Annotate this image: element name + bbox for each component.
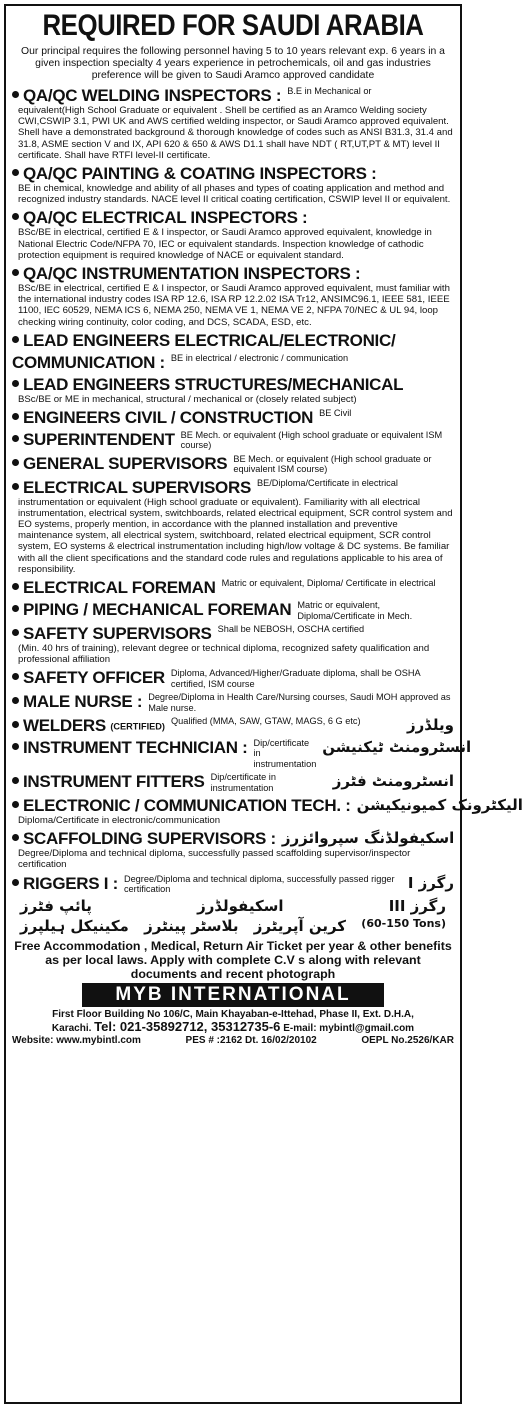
job-header-row bbox=[12, 353, 454, 372]
job-requirement-inline: Degree/Diploma and technical diploma, successfully passed rigger certification bbox=[123, 873, 395, 894]
bullet-icon bbox=[12, 169, 19, 176]
bullet-icon bbox=[12, 801, 19, 808]
bullet-icon bbox=[12, 413, 19, 420]
job-title-urdu: اسکیفولڈنگ سپروائزرز bbox=[281, 829, 455, 848]
urdu-job-title: اسکیفولڈرز bbox=[197, 897, 284, 916]
job-header-row bbox=[12, 375, 454, 394]
job-header-row bbox=[12, 668, 454, 689]
job-title-text: SAFETY OFFICER bbox=[23, 668, 165, 688]
job-title bbox=[12, 772, 205, 791]
job-listing bbox=[12, 375, 454, 405]
job-title-urdu: انسٹرومنٹ ٹیکنیشن bbox=[322, 737, 472, 756]
job-title-urdu: الیکٹرونک کمیونیکیشن bbox=[356, 795, 523, 814]
job-requirement-inline: Dip/certificate in instrumentation bbox=[210, 772, 276, 793]
job-title-urdu: ویلڈرز bbox=[406, 715, 454, 734]
job-requirements: BSc/BE in electrical, certified E & I inspector, or Saudi Aramco approved equivalent, must familiar with the international industry codes ISA RP 12.6, ISA RP 12.2.02 ISA Tr12, ANSIMC96.1, IEEE 581, IEEE 1100, IEC 60529, NEMA ICS 6, NEMA 250, NEMA VE 1, NEMA VE 2, NFPA 70/NEC & UL 94, loop checking wiring continuity, color coding, and DCS, SCADA, ESD, etc. bbox=[18, 283, 450, 328]
job-listing bbox=[12, 430, 454, 451]
job-requirement-inline: B.E in Mechanical or bbox=[287, 86, 372, 96]
job-header-row bbox=[12, 430, 454, 451]
job-requirements: (Min. 40 hrs of training), relevant degree or technical diploma, recognized safety qualification and professional affiliation bbox=[18, 642, 430, 666]
job-header-row bbox=[12, 692, 454, 713]
bullet-icon bbox=[12, 483, 19, 490]
job-header-row bbox=[12, 874, 454, 895]
bullet-icon bbox=[12, 697, 19, 704]
bullet-icon bbox=[12, 673, 19, 680]
license-line bbox=[12, 1035, 454, 1047]
job-listing bbox=[12, 600, 454, 621]
job-header-row bbox=[12, 478, 454, 497]
urdu-row bbox=[12, 917, 454, 935]
job-requirement-inline: BE in electrical / electronic / communication bbox=[170, 352, 349, 363]
job-qualifier: (CERTIFIED) bbox=[110, 721, 165, 732]
pes-number: PES # :2162 Dt. 16/02/20102 bbox=[185, 1035, 317, 1047]
job-title-urdu: رگرز I bbox=[407, 873, 454, 892]
job-title bbox=[12, 454, 227, 473]
urdu-job-rows bbox=[12, 897, 454, 935]
job-title bbox=[12, 829, 276, 848]
job-requirement-inline: Degree/Diploma in Health Care/Nursing courses, Saudi MOH approved as Male nurse. bbox=[148, 692, 451, 713]
job-requirements: Degree/Diploma and technical diploma, successfully passed scaffolding supervisor/inspector certification bbox=[18, 848, 411, 871]
job-title-text: INSTRUMENT TECHNICIAN : bbox=[23, 737, 248, 757]
job-header-row bbox=[12, 164, 454, 183]
urdu-job-title: کرین آپریٹرز bbox=[253, 917, 347, 936]
job-header-row bbox=[12, 578, 454, 597]
job-title bbox=[12, 430, 175, 449]
job-listing bbox=[12, 716, 454, 735]
bullet-icon bbox=[12, 213, 19, 220]
crane-tonnage: (60-150 Tons) bbox=[361, 917, 446, 931]
job-listing bbox=[12, 331, 454, 350]
job-header-row bbox=[12, 454, 454, 475]
job-title bbox=[12, 478, 251, 497]
job-header-row bbox=[12, 408, 454, 427]
job-listing bbox=[12, 454, 454, 475]
job-listing bbox=[12, 264, 454, 328]
job-listing bbox=[12, 208, 454, 261]
job-title bbox=[12, 874, 118, 893]
bullet-icon bbox=[12, 269, 19, 276]
job-listing bbox=[12, 772, 454, 793]
job-title bbox=[12, 668, 165, 687]
job-requirement-inline: Shall be NEBOSH, OSCHA certified bbox=[217, 623, 365, 634]
bullet-icon bbox=[12, 459, 19, 466]
job-listing bbox=[12, 164, 454, 205]
advertisement bbox=[4, 4, 523, 1404]
job-title bbox=[12, 331, 395, 350]
bullet-icon bbox=[12, 879, 19, 886]
job-requirement-inline: BE Mech. or equivalent (High school graduate or equivalent ISM course) bbox=[180, 430, 443, 451]
job-header-row bbox=[12, 795, 523, 815]
bullet-icon bbox=[12, 629, 19, 636]
bullet-icon bbox=[12, 336, 19, 343]
job-requirement-inline: BE/Diploma/Certificate in electrical bbox=[256, 477, 398, 488]
job-listing bbox=[12, 408, 454, 427]
job-listing bbox=[12, 737, 472, 769]
job-title-text: WELDERS bbox=[23, 715, 106, 735]
job-title-text: LEAD ENGINEERS ELECTRICAL/ELECTRONIC/ bbox=[23, 330, 396, 350]
job-listing bbox=[12, 624, 454, 665]
job-title bbox=[12, 600, 291, 619]
company-address: First Floor Building No 106/C, Main Khayaban-e-Ittehad, Phase II, Ext. D.H.A, bbox=[52, 1009, 414, 1021]
job-listing bbox=[12, 86, 454, 161]
job-requirement-inline: Diploma, Advanced/Higher/Graduate diploma, shall be OSHA certified, ISM course bbox=[170, 668, 421, 689]
job-title-text: PIPING / MECHANICAL FOREMAN bbox=[23, 600, 292, 620]
job-requirement-inline: BE Civil bbox=[319, 408, 352, 419]
job-listing bbox=[12, 478, 454, 575]
job-requirements: Diploma/Certificate in electronic/communication bbox=[18, 814, 221, 826]
job-listing bbox=[12, 692, 454, 713]
job-title bbox=[12, 578, 216, 597]
city: Karachi. bbox=[51, 1023, 92, 1035]
bullet-icon bbox=[12, 380, 19, 387]
oepl-number: OEPL No.2526/KAR bbox=[361, 1035, 454, 1047]
bullet-icon bbox=[12, 605, 19, 612]
job-title-urdu: انسٹرومنٹ فٹرز bbox=[332, 772, 454, 791]
job-title bbox=[12, 264, 360, 283]
job-title bbox=[12, 716, 165, 735]
urdu-job-title: رگرز III bbox=[388, 897, 446, 916]
bullet-icon bbox=[12, 91, 19, 98]
website[interactable]: Website: www.mybintl.com bbox=[12, 1035, 141, 1047]
bullet-icon bbox=[12, 743, 19, 750]
job-title bbox=[12, 692, 142, 711]
job-title-text: ENGINEERS CIVIL / CONSTRUCTION bbox=[23, 408, 314, 428]
job-header-row bbox=[12, 600, 454, 621]
job-title-text: GENERAL SUPERVISORS bbox=[23, 453, 228, 473]
intro-text: Our principal requires the following personnel having 5 to 10 years relevant exp. 6 years in a given inspection specialty 4 years experience in petrochemicals, oil and gas industries preference will be given to Saudi Aramco approved candidate bbox=[21, 46, 445, 81]
job-list bbox=[12, 86, 523, 894]
job-title bbox=[12, 796, 351, 815]
job-title-text: SCAFFOLDING SUPERVISORS : bbox=[23, 829, 276, 849]
job-listing bbox=[12, 668, 454, 689]
job-requirements: BSc/BE in electrical, certified E & I inspector, or Saudi Aramco approved equivalent, knowledge in National Electric Code/NFPA 70, IEC or equivalent standards. Inspection knowledge of cathodic protection equipment is required knowledge of NACE or equivalent standard. bbox=[18, 227, 432, 261]
job-title-text: ELECTRONIC / COMMUNICATION TECH. : bbox=[23, 795, 351, 815]
job-title bbox=[12, 208, 307, 227]
bullet-icon bbox=[12, 834, 19, 841]
job-header-row bbox=[12, 716, 454, 735]
job-title-text: SUPERINTENDENT bbox=[23, 430, 175, 450]
job-title-text: QA/QC ELECTRICAL INSPECTORS : bbox=[23, 208, 308, 228]
job-title bbox=[12, 86, 281, 105]
job-title-text: LEAD ENGINEERS STRUCTURES/MECHANICAL bbox=[23, 374, 404, 394]
job-title-text: INSTRUMENT FITTERS bbox=[23, 772, 205, 792]
job-title-text: QA/QC WELDING INSPECTORS : bbox=[23, 86, 282, 105]
job-header-row bbox=[12, 208, 454, 227]
job-listing bbox=[12, 353, 454, 372]
job-title bbox=[12, 738, 247, 757]
job-requirements: instrumentation or equivalent (High school graduate or equivalent). Familiarity with all electrical instrumentation, electrical system, switchboards, related electrical equipment, SCR control system and EO systems, properly mention, in accordance with the planned installation and preventive maintenance system, all electrical system, switchboard, related electrical equipment, SCR control system, EO systems & electrical instrumentation including high/low voltage & DC systems. Be familiar with all the client specifications and the standard code rules and regulations applicable to his area of responsibility. bbox=[18, 496, 453, 575]
job-requirement-inline: Matric or equivalent, Diploma/ Certificate in electrical bbox=[221, 578, 436, 589]
urdu-job-title: مکینیکل ہیلپرز bbox=[20, 917, 129, 936]
job-header-row bbox=[12, 264, 454, 283]
job-header-row bbox=[12, 772, 454, 793]
job-header-row bbox=[12, 624, 454, 643]
job-requirements: BE in chemical, knowledge and ability of all phases and types of coating application and method and recognized industry standards. NACE level II critical coating certification, CSWIP level II or equivalent. bbox=[18, 183, 451, 206]
bullet-icon bbox=[12, 721, 19, 728]
job-title bbox=[12, 624, 212, 643]
company-name: MYB INTERNATIONAL bbox=[82, 983, 384, 1007]
job-requirement-inline: Qualified (MMA, SAW, GTAW, MAGS, 6 G etc) bbox=[170, 715, 361, 726]
job-listing bbox=[12, 795, 523, 826]
job-title bbox=[12, 375, 403, 394]
job-requirements: equivalent(High School Graduate or equivalent . Shell be certified as an Aramco Welding society CWI,CSWIP 3.1, PWI UK and AWS certified welding inspector, or Saudi Aramco approved equivalent. Shell have a demonstrated background & thorough knowledge of codes such as ANSI B31.3, 31.4 and 31.8, ASME section V and IX, API 620 & 650 & AWS D1.1 shall have NDT ( RT,UT,PT & MT) level II certificate. Shall have RTFI level-II certificate. bbox=[18, 105, 453, 161]
job-listing bbox=[12, 829, 454, 870]
job-title-text: RIGGERS I : bbox=[23, 873, 118, 893]
job-requirement-inline: Dip/certificate in instrumentation bbox=[253, 737, 317, 769]
bullet-icon bbox=[12, 583, 19, 590]
benefits-note: Free Accommodation , Medical, Return Air Ticket per year & other benefits as per local laws. Apply with complete C.V s along with relevant documents and recent photograph bbox=[14, 939, 452, 982]
job-title-text: COMMUNICATION : bbox=[12, 352, 165, 372]
job-header-row bbox=[12, 829, 454, 848]
urdu-row bbox=[12, 897, 454, 915]
job-title bbox=[12, 353, 165, 372]
job-header-row bbox=[12, 737, 472, 769]
job-title bbox=[12, 164, 376, 183]
contact-line bbox=[12, 1021, 454, 1035]
job-listing bbox=[12, 874, 454, 895]
job-requirement-inline: BE Mech. or equivalent (High school graduate or equivalent ISM course) bbox=[233, 453, 432, 475]
bullet-icon bbox=[12, 777, 19, 784]
job-header-row bbox=[12, 86, 454, 105]
job-title-text: SAFETY SUPERVISORS bbox=[23, 623, 212, 643]
telephone[interactable]: Tel: 021-35892712, 35312735-6 bbox=[94, 1019, 281, 1035]
email[interactable]: E-mail: mybintl@gmail.com bbox=[283, 1023, 415, 1035]
job-title bbox=[12, 408, 313, 427]
urdu-job-title: پائپ فٹرز bbox=[20, 897, 92, 916]
job-header-row bbox=[12, 331, 454, 350]
job-title-text: ELECTRICAL SUPERVISORS bbox=[23, 477, 251, 497]
job-title-text: ELECTRICAL FOREMAN bbox=[23, 578, 216, 598]
job-requirement-inline: Matric or equivalent, Diploma/Certificate in Mech. bbox=[297, 600, 413, 621]
job-requirements: BSc/BE or ME in mechanical, structural / mechanical or (closely related subject) bbox=[18, 393, 357, 405]
job-listing bbox=[12, 578, 454, 597]
page-title: REQUIRED FOR SAUDI ARABIA bbox=[42, 9, 424, 42]
bullet-icon bbox=[12, 435, 19, 442]
urdu-job-title: بلاسٹر پینٹرز bbox=[144, 917, 239, 936]
job-title-text: QA/QC INSTRUMENTATION INSPECTORS : bbox=[23, 264, 361, 284]
job-title-text: QA/QC PAINTING & COATING INSPECTORS : bbox=[23, 164, 377, 184]
job-title-text: MALE NURSE : bbox=[23, 692, 143, 712]
